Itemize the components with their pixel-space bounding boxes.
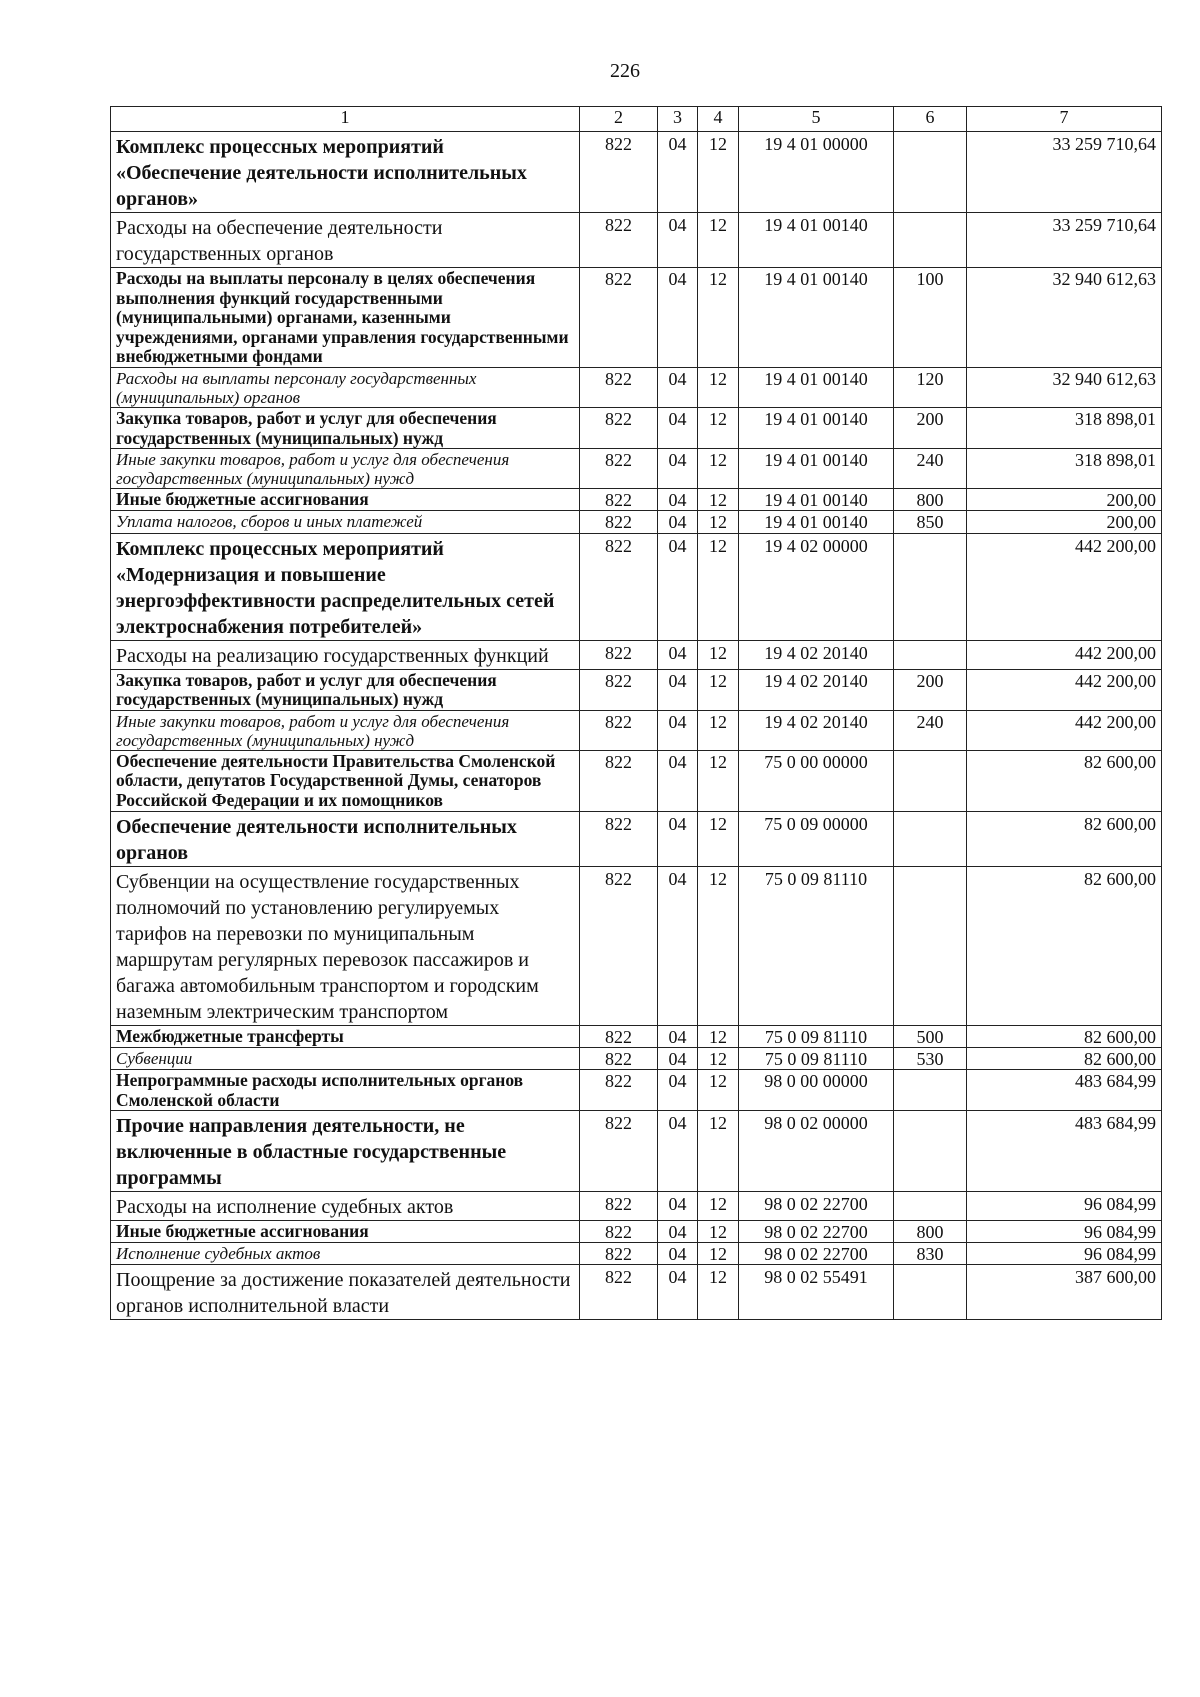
target-article-cell: 98 0 02 22700 <box>739 1221 894 1243</box>
admin-code-cell: 822 <box>580 811 658 866</box>
section-code-cell: 04 <box>658 449 698 489</box>
section-code-cell: 04 <box>658 1025 698 1047</box>
expense-type-cell <box>894 811 967 866</box>
row-name-cell: Поощрение за достижение показателей деятельности органов исполнительной власти <box>111 1265 580 1320</box>
table-row <box>111 533 1162 640</box>
subsection-code-cell: 12 <box>698 1221 739 1243</box>
table-row <box>111 367 1162 407</box>
expense-type-cell <box>894 132 967 213</box>
section-code-cell: 04 <box>658 710 698 750</box>
row-name-cell: Обеспечение деятельности Правительства Смоленской области, депутатов Государственной Думы, сенаторов Российской Федерации и их помощников <box>111 750 580 811</box>
row-name-cell: Расходы на выплаты персоналу государственных (муниципальных) органов <box>111 367 580 407</box>
table-row <box>111 511 1162 533</box>
amount-cell: 387 600,00 <box>967 1265 1162 1320</box>
row-name-cell: Комплекс процессных мероприятий «Модернизация и повышение энергоэффективности распределительных сетей электроснабжения потребителей» <box>111 533 580 640</box>
target-article-cell: 19 4 01 00140 <box>739 408 894 449</box>
expense-type-cell <box>894 1265 967 1320</box>
expense-type-cell <box>894 213 967 268</box>
amount-cell: 33 259 710,64 <box>967 213 1162 268</box>
admin-code-cell: 822 <box>580 489 658 511</box>
expense-type-cell: 100 <box>894 268 967 368</box>
subsection-code-cell: 12 <box>698 1069 739 1110</box>
amount-cell: 483 684,99 <box>967 1069 1162 1110</box>
table-row <box>111 449 1162 489</box>
admin-code-cell: 822 <box>580 408 658 449</box>
amount-cell: 96 084,99 <box>967 1221 1162 1243</box>
expense-type-cell <box>894 1192 967 1221</box>
amount-cell: 96 084,99 <box>967 1243 1162 1265</box>
amount-cell: 32 940 612,63 <box>967 268 1162 368</box>
amount-cell: 96 084,99 <box>967 1192 1162 1221</box>
admin-code-cell: 822 <box>580 750 658 811</box>
subsection-code-cell: 12 <box>698 132 739 213</box>
section-code-cell: 04 <box>658 367 698 407</box>
subsection-code-cell: 12 <box>698 489 739 511</box>
target-article-cell: 19 4 02 20140 <box>739 640 894 669</box>
section-code-cell: 04 <box>658 750 698 811</box>
row-name-cell: Непрограммные расходы исполнительных органов Смоленской области <box>111 1069 580 1110</box>
expense-type-cell: 120 <box>894 367 967 407</box>
target-article-cell: 19 4 02 00000 <box>739 533 894 640</box>
subsection-code-cell: 12 <box>698 367 739 407</box>
table-row <box>111 750 1162 811</box>
target-article-cell: 98 0 00 00000 <box>739 1069 894 1110</box>
section-code-cell: 04 <box>658 1047 698 1069</box>
target-article-cell: 98 0 02 00000 <box>739 1111 894 1192</box>
column-header: 2 <box>580 107 658 132</box>
row-name-cell: Иные закупки товаров, работ и услуг для обеспечения государственных (муниципальных) нужд <box>111 449 580 489</box>
expense-type-cell: 240 <box>894 449 967 489</box>
target-article-cell: 75 0 00 00000 <box>739 750 894 811</box>
section-code-cell: 04 <box>658 213 698 268</box>
subsection-code-cell: 12 <box>698 213 739 268</box>
subsection-code-cell: 12 <box>698 640 739 669</box>
section-code-cell: 04 <box>658 1243 698 1265</box>
subsection-code-cell: 12 <box>698 511 739 533</box>
amount-cell: 82 600,00 <box>967 1047 1162 1069</box>
amount-cell: 82 600,00 <box>967 750 1162 811</box>
row-name-cell: Иные бюджетные ассигнования <box>111 489 580 511</box>
table-row <box>111 1025 1162 1047</box>
table-row <box>111 1243 1162 1265</box>
expense-type-cell <box>894 640 967 669</box>
row-name-cell: Межбюджетные трансферты <box>111 1025 580 1047</box>
admin-code-cell: 822 <box>580 1025 658 1047</box>
expense-type-cell: 800 <box>894 1221 967 1243</box>
table-row <box>111 489 1162 511</box>
subsection-code-cell: 12 <box>698 268 739 368</box>
admin-code-cell: 822 <box>580 710 658 750</box>
amount-cell: 442 200,00 <box>967 669 1162 710</box>
row-name-cell: Расходы на выплаты персоналу в целях обеспечения выполнения функций государственными (муниципальными) органами, казенными учреждениями, органами управления государственными внебюджетными фондами <box>111 268 580 368</box>
admin-code-cell: 822 <box>580 1069 658 1110</box>
subsection-code-cell: 12 <box>698 533 739 640</box>
row-name-cell: Иные закупки товаров, работ и услуг для обеспечения государственных (муниципальных) нужд <box>111 710 580 750</box>
table-row <box>111 640 1162 669</box>
amount-cell: 483 684,99 <box>967 1111 1162 1192</box>
expense-type-cell: 830 <box>894 1243 967 1265</box>
row-name-cell: Исполнение судебных актов <box>111 1243 580 1265</box>
table-row <box>111 866 1162 1025</box>
admin-code-cell: 822 <box>580 449 658 489</box>
admin-code-cell: 822 <box>580 511 658 533</box>
amount-cell: 318 898,01 <box>967 408 1162 449</box>
table-row <box>111 669 1162 710</box>
row-name-cell: Расходы на реализацию государственных функций <box>111 640 580 669</box>
amount-cell: 442 200,00 <box>967 533 1162 640</box>
subsection-code-cell: 12 <box>698 750 739 811</box>
table-row <box>111 408 1162 449</box>
row-name-cell: Расходы на исполнение судебных актов <box>111 1192 580 1221</box>
subsection-code-cell: 12 <box>698 1192 739 1221</box>
section-code-cell: 04 <box>658 132 698 213</box>
table-row <box>111 268 1162 368</box>
expense-type-cell <box>894 1111 967 1192</box>
column-header: 3 <box>658 107 698 132</box>
table-row <box>111 1221 1162 1243</box>
expense-type-cell: 800 <box>894 489 967 511</box>
subsection-code-cell: 12 <box>698 1047 739 1069</box>
section-code-cell: 04 <box>658 866 698 1025</box>
section-code-cell: 04 <box>658 511 698 533</box>
amount-cell: 82 600,00 <box>967 1025 1162 1047</box>
subsection-code-cell: 12 <box>698 710 739 750</box>
subsection-code-cell: 12 <box>698 449 739 489</box>
admin-code-cell: 822 <box>580 1192 658 1221</box>
expense-type-cell <box>894 533 967 640</box>
target-article-cell: 75 0 09 00000 <box>739 811 894 866</box>
amount-cell: 442 200,00 <box>967 640 1162 669</box>
section-code-cell: 04 <box>658 1192 698 1221</box>
expense-type-cell: 850 <box>894 511 967 533</box>
table-row <box>111 1111 1162 1192</box>
target-article-cell: 19 4 02 20140 <box>739 669 894 710</box>
row-name-cell: Расходы на обеспечение деятельности государственных органов <box>111 213 580 268</box>
target-article-cell: 98 0 02 22700 <box>739 1192 894 1221</box>
row-name-cell: Комплекс процессных мероприятий «Обеспечение деятельности исполнительных органов» <box>111 132 580 213</box>
target-article-cell: 19 4 02 20140 <box>739 710 894 750</box>
row-name-cell: Обеспечение деятельности исполнительных органов <box>111 811 580 866</box>
target-article-cell: 75 0 09 81110 <box>739 1025 894 1047</box>
admin-code-cell: 822 <box>580 640 658 669</box>
target-article-cell: 19 4 01 00140 <box>739 213 894 268</box>
admin-code-cell: 822 <box>580 669 658 710</box>
column-header: 1 <box>111 107 580 132</box>
admin-code-cell: 822 <box>580 1047 658 1069</box>
expense-type-cell: 200 <box>894 669 967 710</box>
target-article-cell: 75 0 09 81110 <box>739 1047 894 1069</box>
section-code-cell: 04 <box>658 1069 698 1110</box>
table-header-row <box>111 107 1162 132</box>
amount-cell: 82 600,00 <box>967 811 1162 866</box>
row-name-cell: Субвенции на осуществление государственных полномочий по установлению регулируемых тарифов на перевозки по муниципальным маршрутам регулярных перевозок пассажиров и багажа автомобильным транспортом и городским наземным электрическим транспортом <box>111 866 580 1025</box>
table-row <box>111 1265 1162 1320</box>
admin-code-cell: 822 <box>580 213 658 268</box>
admin-code-cell: 822 <box>580 1243 658 1265</box>
target-article-cell: 19 4 01 00140 <box>739 511 894 533</box>
table-row <box>111 1192 1162 1221</box>
amount-cell: 442 200,00 <box>967 710 1162 750</box>
section-code-cell: 04 <box>658 669 698 710</box>
admin-code-cell: 822 <box>580 866 658 1025</box>
admin-code-cell: 822 <box>580 132 658 213</box>
section-code-cell: 04 <box>658 1265 698 1320</box>
page-number: 226 <box>610 60 640 82</box>
amount-cell: 318 898,01 <box>967 449 1162 489</box>
table-row <box>111 811 1162 866</box>
subsection-code-cell: 12 <box>698 866 739 1025</box>
expense-type-cell <box>894 1069 967 1110</box>
admin-code-cell: 822 <box>580 533 658 640</box>
row-name-cell: Уплата налогов, сборов и иных платежей <box>111 511 580 533</box>
amount-cell: 32 940 612,63 <box>967 367 1162 407</box>
section-code-cell: 04 <box>658 268 698 368</box>
admin-code-cell: 822 <box>580 268 658 368</box>
subsection-code-cell: 12 <box>698 408 739 449</box>
target-article-cell: 98 0 02 55491 <box>739 1265 894 1320</box>
amount-cell: 200,00 <box>967 489 1162 511</box>
section-code-cell: 04 <box>658 489 698 511</box>
row-name-cell: Субвенции <box>111 1047 580 1069</box>
table-row <box>111 1069 1162 1110</box>
section-code-cell: 04 <box>658 1111 698 1192</box>
expense-type-cell: 500 <box>894 1025 967 1047</box>
row-name-cell: Прочие направления деятельности, не включенные в областные государственные программы <box>111 1111 580 1192</box>
target-article-cell: 19 4 01 00000 <box>739 132 894 213</box>
admin-code-cell: 822 <box>580 1111 658 1192</box>
expense-type-cell: 200 <box>894 408 967 449</box>
table-row <box>111 710 1162 750</box>
section-code-cell: 04 <box>658 408 698 449</box>
column-header: 5 <box>739 107 894 132</box>
table-row <box>111 213 1162 268</box>
expense-type-cell <box>894 866 967 1025</box>
expense-type-cell: 240 <box>894 710 967 750</box>
table-row <box>111 132 1162 213</box>
subsection-code-cell: 12 <box>698 1025 739 1047</box>
column-header: 4 <box>698 107 739 132</box>
target-article-cell: 19 4 01 00140 <box>739 489 894 511</box>
subsection-code-cell: 12 <box>698 1111 739 1192</box>
admin-code-cell: 822 <box>580 1221 658 1243</box>
column-header: 7 <box>967 107 1162 132</box>
row-name-cell: Закупка товаров, работ и услуг для обеспечения государственных (муниципальных) нужд <box>111 408 580 449</box>
expense-type-cell <box>894 750 967 811</box>
admin-code-cell: 822 <box>580 367 658 407</box>
subsection-code-cell: 12 <box>698 811 739 866</box>
subsection-code-cell: 12 <box>698 1243 739 1265</box>
target-article-cell: 19 4 01 00140 <box>739 449 894 489</box>
target-article-cell: 98 0 02 22700 <box>739 1243 894 1265</box>
budget-table <box>110 106 1162 1320</box>
subsection-code-cell: 12 <box>698 1265 739 1320</box>
section-code-cell: 04 <box>658 533 698 640</box>
target-article-cell: 19 4 01 00140 <box>739 367 894 407</box>
table-body <box>111 132 1162 1320</box>
admin-code-cell: 822 <box>580 1265 658 1320</box>
row-name-cell: Закупка товаров, работ и услуг для обеспечения государственных (муниципальных) нужд <box>111 669 580 710</box>
section-code-cell: 04 <box>658 1221 698 1243</box>
subsection-code-cell: 12 <box>698 669 739 710</box>
target-article-cell: 19 4 01 00140 <box>739 268 894 368</box>
expense-type-cell: 530 <box>894 1047 967 1069</box>
amount-cell: 200,00 <box>967 511 1162 533</box>
table-row <box>111 1047 1162 1069</box>
section-code-cell: 04 <box>658 640 698 669</box>
amount-cell: 82 600,00 <box>967 866 1162 1025</box>
amount-cell: 33 259 710,64 <box>967 132 1162 213</box>
column-header: 6 <box>894 107 967 132</box>
target-article-cell: 75 0 09 81110 <box>739 866 894 1025</box>
row-name-cell: Иные бюджетные ассигнования <box>111 1221 580 1243</box>
section-code-cell: 04 <box>658 811 698 866</box>
